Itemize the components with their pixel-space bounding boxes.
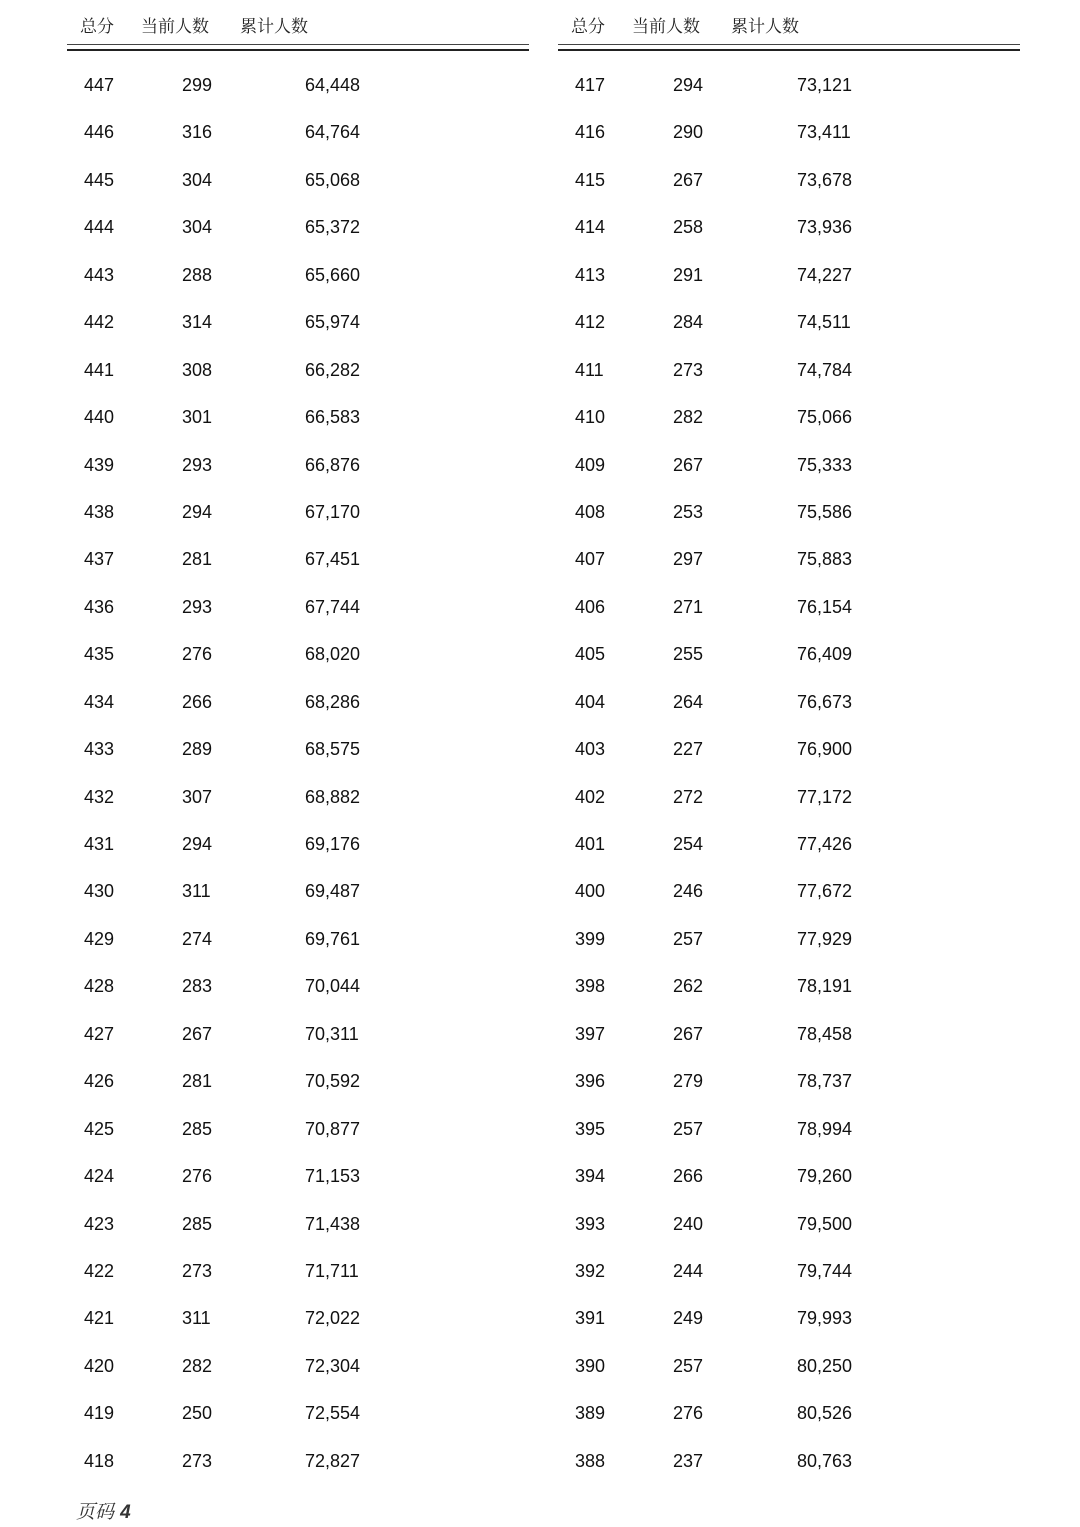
current-count-cell: 294 [182,501,213,522]
current-count-cell: 284 [673,312,704,333]
current-count-cell: 304 [182,217,213,238]
score-cell: 425 [84,1118,115,1139]
current-count-cell: 288 [182,264,213,285]
score-cell: 389 [575,1403,606,1424]
current-count-cell: 250 [182,1403,213,1424]
table-row [67,1200,529,1247]
score-cell: 415 [575,169,606,190]
cumulative-count-cell: 74,227 [797,264,853,285]
score-cell: 430 [84,881,115,902]
current-count-cell: 257 [673,1118,704,1139]
current-count-cell: 294 [673,75,704,95]
score-cell: 398 [575,976,606,997]
cumulative-count-cell: 70,592 [305,1071,361,1092]
table-row [67,1247,529,1294]
score-cell: 396 [575,1071,606,1092]
cumulative-count-cell: 66,282 [305,359,361,380]
table-row [67,1389,529,1436]
table-row [67,725,529,772]
table-row [558,820,1020,867]
table-row [67,867,529,914]
cumulative-count-cell: 74,784 [797,359,853,380]
score-cell: 432 [84,786,115,807]
header-total-score: 总分 [80,17,114,37]
table-row [558,535,1020,582]
cumulative-count-cell: 76,409 [797,644,853,665]
header-cumulative-count: 累计人数 [731,17,799,37]
cumulative-count-cell: 68,286 [305,691,361,712]
cumulative-count-cell: 74,511 [797,312,851,333]
score-cell: 399 [575,928,606,949]
table-row [558,1342,1020,1389]
table-row [67,393,529,440]
score-cell: 420 [84,1355,115,1376]
table-row [558,725,1020,772]
current-count-cell: 297 [673,549,704,570]
cumulative-count-cell: 68,882 [305,786,361,807]
current-count-cell: 291 [673,264,704,285]
score-cell: 444 [84,217,115,238]
score-cell: 442 [84,312,115,333]
table-row [558,1200,1020,1247]
table-row [558,393,1020,440]
table-row [558,61,1020,108]
score-cell: 443 [84,264,115,285]
current-count-cell: 279 [673,1071,704,1092]
score-cell: 388 [575,1450,606,1471]
cumulative-count-cell: 75,586 [797,501,853,522]
score-table-left [67,0,529,1471]
current-count-cell: 237 [673,1450,704,1471]
cumulative-count-cell: 72,304 [305,1355,361,1376]
current-count-cell: 308 [182,359,213,380]
score-cell: 392 [575,1260,606,1281]
header-current-count: 当前人数 [632,17,700,37]
table-header [67,0,529,44]
current-count-cell: 281 [182,549,213,570]
current-count-cell: 294 [182,834,213,854]
table-row [558,630,1020,677]
score-cell: 390 [575,1355,606,1376]
table-row [558,867,1020,914]
current-count-cell: 301 [182,407,213,428]
score-cell: 419 [84,1403,115,1424]
cumulative-count-cell: 80,526 [797,1403,853,1424]
table-row [67,678,529,725]
header-current-count: 当前人数 [141,17,209,37]
current-count-cell: 249 [673,1308,704,1329]
cumulative-count-cell: 78,737 [797,1071,853,1092]
cumulative-count-cell: 80,763 [797,1450,853,1471]
cumulative-count-cell: 77,172 [797,786,853,807]
current-count-cell: 285 [182,1118,213,1139]
table-row [67,1057,529,1104]
current-count-cell: 266 [673,1166,704,1187]
current-count-cell: 271 [673,596,704,617]
table-row [67,535,529,582]
table-row [67,1342,529,1389]
cumulative-count-cell: 71,711 [305,1260,359,1281]
cumulative-count-cell: 65,372 [305,217,361,238]
header-rule-thick [67,49,529,51]
cumulative-count-cell: 73,678 [797,169,853,190]
score-cell: 414 [575,217,606,238]
cumulative-count-cell: 69,176 [305,834,361,854]
current-count-cell: 267 [673,169,704,190]
cumulative-count-cell: 75,333 [797,454,853,475]
score-cell: 408 [575,501,606,522]
score-cell: 409 [575,454,606,475]
current-count-cell: 255 [673,644,704,665]
table-row [558,1105,1020,1152]
current-count-cell: 273 [182,1450,213,1471]
score-cell: 426 [84,1071,115,1092]
cumulative-count-cell: 70,877 [305,1118,361,1139]
table-row [558,1294,1020,1341]
current-count-cell: 293 [182,454,213,475]
score-cell: 421 [84,1308,115,1329]
score-cell: 404 [575,691,606,712]
table-body [558,61,1020,1484]
score-cell: 400 [575,881,606,902]
current-count-cell: 314 [182,312,213,333]
score-cell: 427 [84,1023,115,1044]
cumulative-count-cell: 71,438 [305,1213,361,1234]
table-row [558,962,1020,1009]
table-row [558,678,1020,725]
table-row [558,298,1020,345]
table-row [67,61,529,108]
table-row [558,488,1020,535]
current-count-cell: 282 [182,1355,213,1376]
cumulative-count-cell: 69,487 [305,881,361,902]
cumulative-count-cell: 67,451 [305,549,361,570]
table-row [67,1437,529,1484]
table-row [67,1105,529,1152]
table-row [558,346,1020,393]
score-cell: 431 [84,834,115,854]
table-row [67,108,529,155]
current-count-cell: 293 [182,596,213,617]
header-rule-thin [558,44,1020,45]
score-cell: 406 [575,596,606,617]
score-cell: 447 [84,75,115,95]
cumulative-count-cell: 69,761 [305,928,361,949]
cumulative-count-cell: 72,554 [305,1403,361,1424]
cumulative-count-cell: 78,994 [797,1118,853,1139]
score-cell: 416 [575,122,606,143]
current-count-cell: 311 [182,881,211,902]
current-count-cell: 273 [182,1260,213,1281]
current-count-cell: 316 [182,122,213,143]
score-cell: 433 [84,739,115,760]
cumulative-count-cell: 72,022 [305,1308,361,1329]
current-count-cell: 273 [673,359,704,380]
table-row [67,630,529,677]
current-count-cell: 240 [673,1213,704,1234]
cumulative-count-cell: 65,974 [305,312,361,333]
current-count-cell: 283 [182,976,213,997]
score-cell: 417 [575,75,606,95]
cumulative-count-cell: 64,764 [305,122,361,143]
cumulative-count-cell: 66,583 [305,407,361,428]
current-count-cell: 246 [673,881,704,902]
cumulative-count-cell: 77,929 [797,928,853,949]
score-cell: 424 [84,1166,115,1187]
table-row [558,1057,1020,1104]
table-row [558,108,1020,155]
table-row [67,583,529,630]
page-label: 页码 [76,1501,115,1523]
table-row [558,203,1020,250]
cumulative-count-cell: 70,311 [305,1023,359,1044]
cumulative-count-cell: 79,500 [797,1213,853,1234]
cumulative-count-cell: 71,153 [305,1166,361,1187]
table-row [558,1389,1020,1436]
cumulative-count-cell: 79,744 [797,1260,853,1281]
table-row [67,1152,529,1199]
score-cell: 391 [575,1308,606,1329]
current-count-cell: 282 [673,407,704,428]
cumulative-count-cell: 67,170 [305,501,361,522]
current-count-cell: 254 [673,834,704,854]
current-count-cell: 299 [182,75,213,95]
table-row [67,962,529,1009]
score-cell: 407 [575,549,606,570]
score-table-right [558,0,1020,1471]
table-row [558,583,1020,630]
cumulative-count-cell: 76,154 [797,596,853,617]
cumulative-count-cell: 70,044 [305,976,361,997]
cumulative-count-cell: 79,993 [797,1308,853,1329]
header-rule-thick [558,49,1020,51]
current-count-cell: 257 [673,1355,704,1376]
score-cell: 436 [84,596,115,617]
page-value: 4 [120,1502,131,1523]
score-cell: 428 [84,976,115,997]
cumulative-count-cell: 76,673 [797,691,853,712]
table-row [67,1010,529,1057]
table-row [67,156,529,203]
table-row [558,156,1020,203]
cumulative-count-cell: 73,411 [797,122,851,143]
current-count-cell: 244 [673,1260,704,1281]
score-cell: 395 [575,1118,606,1139]
table-row [558,1152,1020,1199]
score-cell: 405 [575,644,606,665]
current-count-cell: 267 [182,1023,213,1044]
current-count-cell: 289 [182,739,213,760]
score-cell: 429 [84,928,115,949]
table-row [558,915,1020,962]
score-cell: 439 [84,454,115,475]
current-count-cell: 290 [673,122,704,143]
score-cell: 423 [84,1213,115,1234]
cumulative-count-cell: 64,448 [305,75,361,95]
table-row [67,1294,529,1341]
header-rule-thin [67,44,529,45]
table-body [67,61,529,1484]
cumulative-count-cell: 75,066 [797,407,853,428]
score-cell: 445 [84,169,115,190]
cumulative-count-cell: 65,068 [305,169,361,190]
table-row [558,251,1020,298]
score-cell: 394 [575,1166,606,1187]
current-count-cell: 267 [673,454,704,475]
score-cell: 402 [575,786,606,807]
current-count-cell: 264 [673,691,704,712]
cumulative-count-cell: 67,744 [305,596,361,617]
table-row [558,773,1020,820]
cumulative-count-cell: 75,883 [797,549,853,570]
cumulative-count-cell: 72,827 [305,1450,361,1471]
score-cell: 435 [84,644,115,665]
table-row [67,820,529,867]
table-row [67,251,529,298]
current-count-cell: 285 [182,1213,213,1234]
table-row [67,298,529,345]
table-row [558,1437,1020,1484]
cumulative-count-cell: 79,260 [797,1166,853,1187]
score-cell: 437 [84,549,115,570]
cumulative-count-cell: 65,660 [305,264,361,285]
cumulative-count-cell: 76,900 [797,739,853,760]
table-row [67,346,529,393]
table-row [558,1247,1020,1294]
score-cell: 441 [84,359,115,380]
current-count-cell: 272 [673,786,704,807]
score-cell: 422 [84,1260,115,1281]
score-cell: 440 [84,407,115,428]
score-cell: 434 [84,691,115,712]
score-cell: 418 [84,1450,115,1471]
score-cell: 393 [575,1213,606,1234]
current-count-cell: 266 [182,691,213,712]
current-count-cell: 276 [182,1166,213,1187]
current-count-cell: 262 [673,976,704,997]
score-cell: 412 [575,312,606,333]
current-count-cell: 276 [673,1403,704,1424]
score-cell: 438 [84,501,115,522]
current-count-cell: 281 [182,1071,213,1092]
current-count-cell: 304 [182,169,213,190]
table-row [67,773,529,820]
cumulative-count-cell: 73,936 [797,217,853,238]
cumulative-count-cell: 68,020 [305,644,361,665]
cumulative-count-cell: 80,250 [797,1355,853,1376]
current-count-cell: 307 [182,786,213,807]
score-cell: 413 [575,264,606,285]
table-row [558,1010,1020,1057]
page-number [76,1497,131,1524]
score-cell: 411 [575,359,604,380]
score-cell: 397 [575,1023,606,1044]
current-count-cell: 227 [673,739,704,760]
table-row [67,441,529,488]
cumulative-count-cell: 68,575 [305,739,361,760]
current-count-cell: 274 [182,928,213,949]
cumulative-count-cell: 77,426 [797,834,853,854]
current-count-cell: 276 [182,644,213,665]
table-row [67,488,529,535]
current-count-cell: 311 [182,1308,211,1329]
header-cumulative-count: 累计人数 [240,17,308,37]
score-cell: 403 [575,739,606,760]
score-cell: 410 [575,407,606,428]
table-header [558,0,1020,44]
table-row [67,915,529,962]
table-row [67,203,529,250]
current-count-cell: 258 [673,217,704,238]
current-count-cell: 257 [673,928,704,949]
cumulative-count-cell: 66,876 [305,454,361,475]
cumulative-count-cell: 77,672 [797,881,853,902]
cumulative-count-cell: 73,121 [797,75,853,95]
current-count-cell: 253 [673,501,704,522]
header-total-score: 总分 [571,17,605,37]
score-cell: 401 [575,834,606,854]
current-count-cell: 267 [673,1023,704,1044]
cumulative-count-cell: 78,191 [797,976,853,997]
table-row [558,441,1020,488]
cumulative-count-cell: 78,458 [797,1023,853,1044]
score-cell: 446 [84,122,115,143]
